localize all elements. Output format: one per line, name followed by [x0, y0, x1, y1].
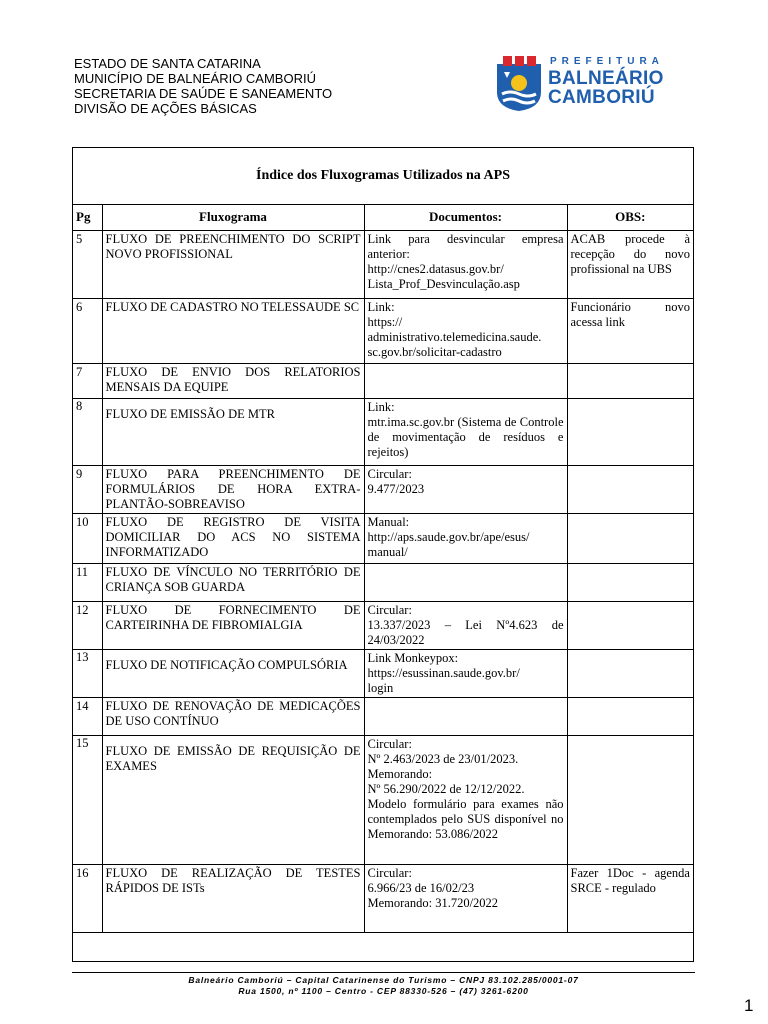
- row-obs-cell: ACAB procede à recepção do novo profissional na UBS: [567, 230, 693, 298]
- row-fluxograma-cell: FLUXO DE ENVIO DOS RELATORIOS MENSAIS DA EQUIPE: [102, 363, 364, 398]
- row-obs-cell: [567, 601, 693, 649]
- table-title: Índice dos Fluxogramas Utilizados na APS: [73, 148, 693, 205]
- row-documentos-cell: [364, 363, 567, 398]
- logo-word-prefeitura: PREFEITURA: [550, 56, 664, 67]
- table-row: [73, 465, 693, 513]
- row-fluxograma-cell: FLUXO DE RENOVAÇÃO DE MEDICAÇÕES DE USO CONTÍNUO: [102, 697, 364, 735]
- header-line-secretariat: SECRETARIA DE SAÚDE E SANEAMENTO: [74, 86, 333, 101]
- header-obs: OBS:: [567, 204, 693, 230]
- table-row: [73, 735, 693, 864]
- row-fluxograma-cell: FLUXO DE EMISSÃO DE REQUISIÇÃO DE EXAMES: [102, 735, 364, 864]
- header-line-state: ESTADO DE SANTA CATARINA: [74, 56, 261, 71]
- row-pg-cell: 9: [73, 465, 102, 513]
- row-pg-cell: 11: [73, 563, 102, 601]
- row-obs-cell: [567, 398, 693, 465]
- row-fluxograma-cell: FLUXO PARA PREENCHIMENTO DE FORMULÁRIOS DE HORA EXTRA-PLANTÃO-SOBREAVISO: [102, 465, 364, 513]
- table-row: [73, 398, 693, 465]
- row-pg-cell: 15: [73, 735, 102, 864]
- row-pg-cell: 5: [73, 230, 102, 298]
- header-line-division: DIVISÃO DE AÇÕES BÁSICAS: [74, 101, 257, 116]
- row-documentos-cell: [364, 563, 567, 601]
- row-obs-cell: [567, 513, 693, 563]
- logo-word-camboriu: CAMBORIÚ: [548, 87, 655, 108]
- row-fluxograma-cell: FLUXO DE REGISTRO DE VISITA DOMICILIAR DO ACS NO SISTEMA INFORMATIZADO: [102, 513, 364, 563]
- row-fluxograma-cell: FLUXO DE REALIZAÇÃO DE TESTES RÁPIDOS DE ISTs: [102, 864, 364, 932]
- row-pg-cell: 13: [73, 649, 102, 697]
- row-obs-cell: [567, 465, 693, 513]
- row-obs-cell: [567, 649, 693, 697]
- row-documentos-cell: Link: https:// administrativo.telemedicina.saude. sc.gov.br/solicitar-cadastro: [364, 298, 567, 363]
- table-row: [73, 864, 693, 932]
- row-obs-cell: [567, 563, 693, 601]
- row-obs-cell: [567, 363, 693, 398]
- table-row: [73, 298, 693, 363]
- table-header-row: [73, 204, 693, 230]
- table-row: [73, 363, 693, 398]
- prefeitura-logo: [494, 56, 664, 112]
- table-row: [73, 513, 693, 563]
- row-fluxograma-cell: FLUXO DE PREENCHIMENTO DO SCRIPT NOVO PROFISSIONAL: [102, 230, 364, 298]
- row-obs-cell: Fazer 1Doc - agenda SRCE - regulado: [567, 864, 693, 932]
- table-row: [73, 230, 693, 298]
- row-fluxograma-cell: FLUXO DE FORNECIMENTO DE CARTEIRINHA DE FIBROMIALGIA: [102, 601, 364, 649]
- city-coat-of-arms-icon: [494, 56, 544, 112]
- header-fluxograma: Fluxograma: [102, 204, 364, 230]
- header-documentos: Documentos:: [364, 204, 567, 230]
- flowchart-grid: [73, 204, 693, 933]
- table-row: [73, 563, 693, 601]
- row-fluxograma-cell: FLUXO DE CADASTRO NO TELESSAUDE SC: [102, 298, 364, 363]
- footer-line-2: Rua 1500, nº 1100 – Centro - CEP 88330-526 – (47) 3261-6200: [238, 986, 529, 996]
- row-pg-cell: 16: [73, 864, 102, 932]
- row-fluxograma-cell: FLUXO DE NOTIFICAÇÃO COMPULSÓRIA: [102, 649, 364, 697]
- row-fluxograma-cell: FLUXO DE VÍNCULO NO TERRITÓRIO DE CRIANÇA SOB GUARDA: [102, 563, 364, 601]
- logo-word-balneario: BALNEÁRIO: [548, 68, 664, 89]
- row-obs-cell: Funcionário novo acessa link: [567, 298, 693, 363]
- row-documentos-cell: Manual: http://aps.saude.gov.br/ape/esus/ manual/: [364, 513, 567, 563]
- row-documentos-cell: Circular: 9.477/2023: [364, 465, 567, 513]
- row-documentos-cell: Link: mtr.ima.sc.gov.br (Sistema de Controle de movimentação de resíduos e rejeitos): [364, 398, 567, 465]
- row-documentos-cell: Circular: 13.337/2023 – Lei Nº4.623 de 24/03/2022: [364, 601, 567, 649]
- table-row: [73, 649, 693, 697]
- flowchart-index-table: [72, 147, 694, 962]
- row-pg-cell: 14: [73, 697, 102, 735]
- header-pg: Pg: [73, 204, 102, 230]
- page-number: 1: [744, 996, 754, 1015]
- header-line-municipality: MUNICÍPIO DE BALNEÁRIO CAMBORIÚ: [74, 71, 316, 86]
- footer-divider: [72, 972, 695, 973]
- footer: [72, 975, 695, 997]
- row-obs-cell: [567, 735, 693, 864]
- row-pg-cell: 10: [73, 513, 102, 563]
- table-row: [73, 601, 693, 649]
- row-documentos-cell: Circular: Nº 2.463/2023 de 23/01/2023. Memorando: Nº 56.290/2022 de 12/12/2022. Modelo formulário para exames não contemplados pelo SUS disponível no Memorando: 53.086/2022: [364, 735, 567, 864]
- footer-line-1: Balneário Camboriú – Capital Catarinense do Turismo – CNPJ 83.102.285/0001-07: [188, 975, 579, 985]
- row-pg-cell: 12: [73, 601, 102, 649]
- row-fluxograma-cell: FLUXO DE EMISSÃO DE MTR: [102, 398, 364, 465]
- row-documentos-cell: Link para desvincular empresa anterior: http://cnes2.datasus.gov.br/ Lista_Prof_Desvinculação.asp: [364, 230, 567, 298]
- row-obs-cell: [567, 697, 693, 735]
- header-institution: [74, 56, 332, 116]
- row-documentos-cell: Circular: 6.966/23 de 16/02/23 Memorando: 31.720/2022: [364, 864, 567, 932]
- row-documentos-cell: [364, 697, 567, 735]
- row-pg-cell: 8: [73, 398, 102, 465]
- row-pg-cell: 6: [73, 298, 102, 363]
- row-pg-cell: 7: [73, 363, 102, 398]
- table-row: [73, 697, 693, 735]
- row-documentos-cell: Link Monkeypox: https://esussinan.saude.gov.br/ login: [364, 649, 567, 697]
